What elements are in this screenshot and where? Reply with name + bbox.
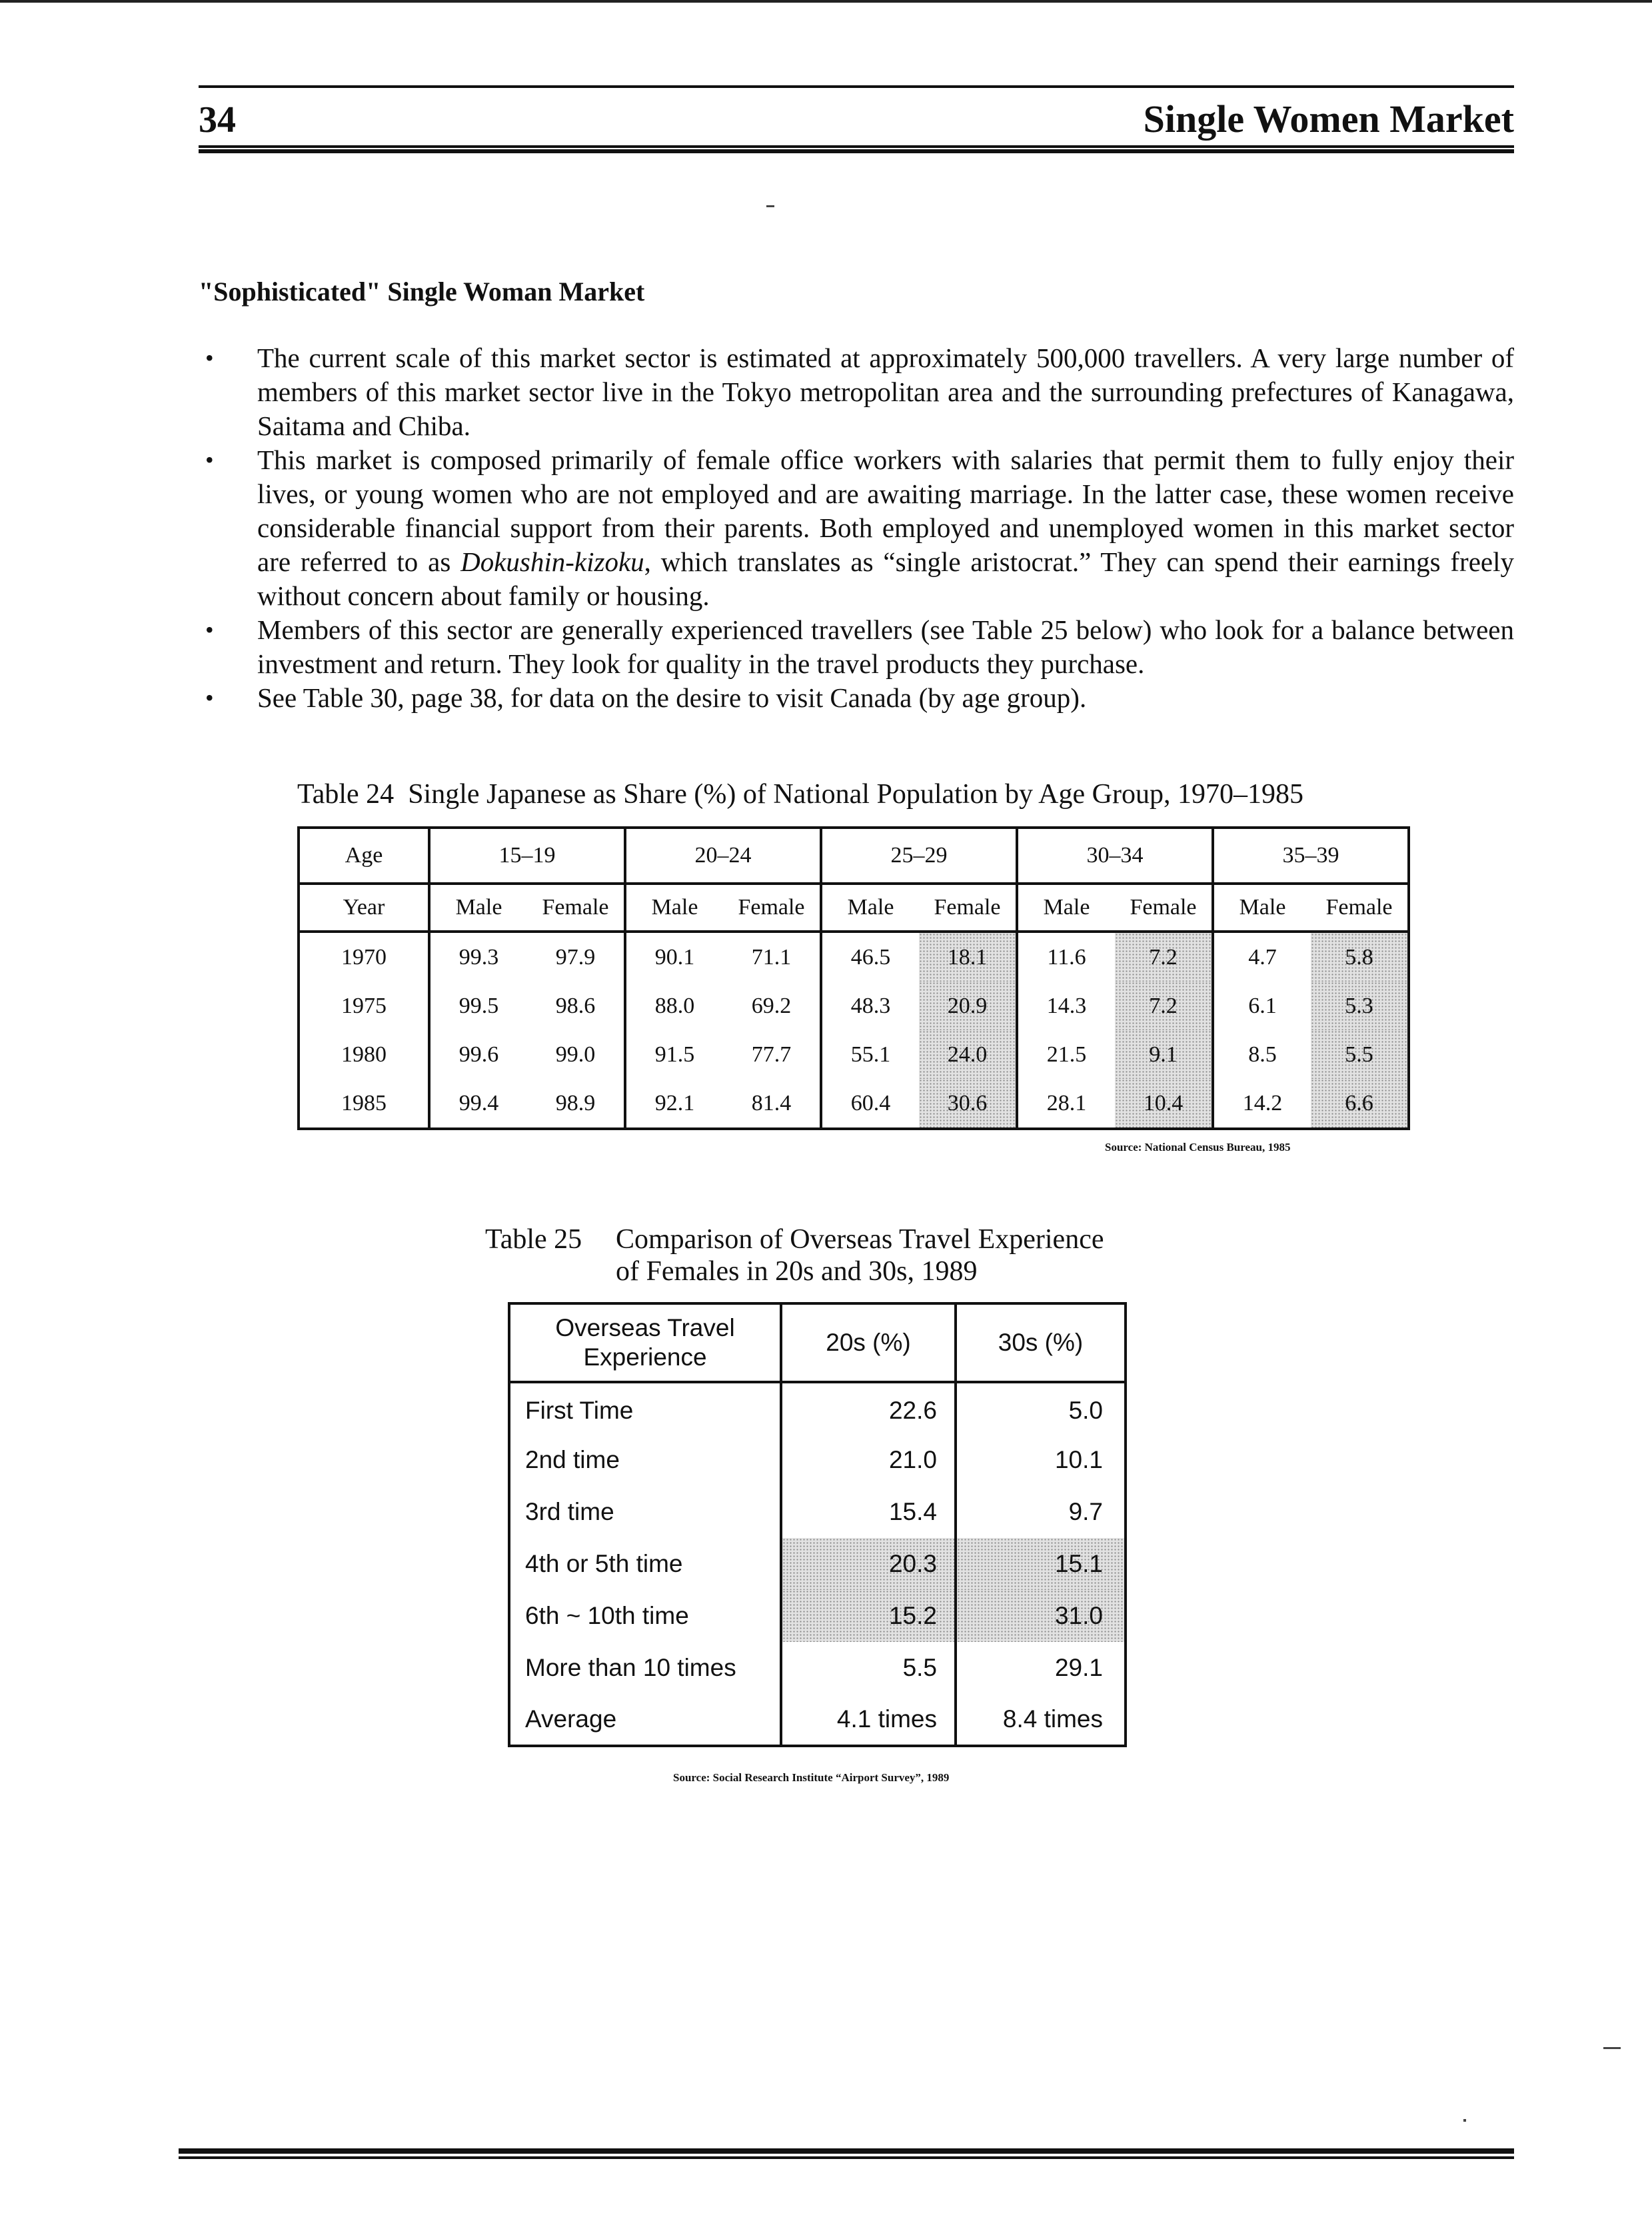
male-value-cell: 91.5 bbox=[625, 1030, 723, 1079]
female-value-cell: 99.0 bbox=[555, 1042, 596, 1067]
male-header: Male bbox=[1213, 884, 1311, 932]
table25-row bbox=[509, 1642, 1126, 1694]
female-value-cell: 30.6 bbox=[919, 1079, 1017, 1129]
value-20s-cell: 20.3 bbox=[781, 1538, 956, 1590]
year-label: Year bbox=[299, 884, 429, 932]
page-number: 34 bbox=[199, 99, 236, 141]
male-value-cell: 88.0 bbox=[625, 982, 723, 1030]
female-header: Female bbox=[1311, 884, 1409, 932]
male-value-cell: 55.1 bbox=[821, 1030, 919, 1079]
header-rule-bottom bbox=[199, 145, 1514, 153]
table24-caption-text: Single Japanese as Share (%) of National Population by Age Group, 1970–1985 bbox=[408, 779, 1303, 810]
female-value-cell: 98.9 bbox=[527, 1079, 625, 1129]
male-header: Male bbox=[625, 884, 723, 932]
age-group-header: 25–29 bbox=[821, 828, 1017, 884]
year-cell: 1975 bbox=[299, 982, 429, 1030]
age-group-header: 30–34 bbox=[1017, 828, 1213, 884]
table25-source: Source: Social Research Institute “Airport Survey”, 1989 bbox=[673, 1771, 950, 1784]
female-header: Female bbox=[723, 884, 821, 932]
male-header: Male bbox=[429, 884, 527, 932]
female-value-cell: 7.2 bbox=[1115, 982, 1213, 1030]
female-value-cell: 24.0 bbox=[919, 1030, 1017, 1079]
bullet-dot: • bbox=[205, 684, 214, 711]
bullet-emphasis: Dokushin-kizoku bbox=[460, 546, 644, 577]
table25-header-row bbox=[509, 1303, 1126, 1382]
value-30s-cell: 10.1 bbox=[956, 1434, 1126, 1486]
table24-caption-label: Table 24 bbox=[297, 779, 395, 810]
age-group-header: 35–39 bbox=[1213, 828, 1409, 884]
experience-cell: 4th or 5th time bbox=[509, 1538, 781, 1590]
page-header bbox=[199, 92, 1514, 139]
male-value-cell: 6.1 bbox=[1213, 982, 1311, 1030]
table25-row bbox=[509, 1434, 1126, 1486]
table25-row bbox=[509, 1590, 1126, 1642]
value-20s-cell: 5.5 bbox=[781, 1642, 956, 1694]
table24 bbox=[297, 826, 1410, 1130]
male-value-cell: 21.5 bbox=[1017, 1030, 1115, 1079]
value-20s-cell: 4.1 times bbox=[781, 1694, 956, 1746]
value-30s-cell: 5.0 bbox=[956, 1382, 1126, 1434]
female-header: Female bbox=[1115, 884, 1213, 932]
male-value-cell: 14.2 bbox=[1213, 1079, 1311, 1129]
section-heading: "Sophisticated" Single Woman Market bbox=[199, 277, 645, 307]
value-20s-cell: 22.6 bbox=[781, 1382, 956, 1434]
male-value-cell: 99.4 bbox=[429, 1079, 527, 1129]
table24-source: Source: National Census Bureau, 1985 bbox=[1105, 1141, 1291, 1153]
bullet-text: See Table 30, page 38, for data on the desire to visit Canada (by age group). bbox=[257, 682, 1087, 713]
female-value-cell: 9.1 bbox=[1115, 1030, 1213, 1079]
table25-caption bbox=[485, 1223, 1104, 1287]
table25-caption-line1: Comparison of Overseas Travel Experience bbox=[616, 1224, 1104, 1255]
female-value-cell: 69.2 bbox=[751, 993, 792, 1018]
header-rule-top bbox=[199, 85, 1514, 88]
footer-rule bbox=[179, 2148, 1514, 2159]
table25-caption-line2: of Females in 20s and 30s, 1989 bbox=[616, 1256, 978, 1287]
value-20s-cell: 15.4 bbox=[781, 1486, 956, 1538]
bullet-dot: • bbox=[205, 345, 214, 371]
year-cell: 1970 bbox=[299, 932, 429, 982]
male-header: Male bbox=[1017, 884, 1115, 932]
male-value-cell: 28.1 bbox=[1017, 1079, 1115, 1129]
table25-col-20s: 20s (%) bbox=[781, 1303, 956, 1382]
page-top-edge bbox=[0, 0, 1652, 3]
value-30s-cell: 29.1 bbox=[956, 1642, 1126, 1694]
female-value-cell: 7.2 bbox=[1115, 932, 1213, 982]
scan-speck bbox=[1603, 2047, 1621, 2049]
female-header: Female bbox=[919, 884, 1017, 932]
bullet-text: The current scale of this market sector is estimated at approximately 500,000 travellers. A very large number of members of this market sector live in the Tokyo metropolitan area and the surrounding prefectures of Kanagawa, Saitama and Chiba. bbox=[257, 343, 1514, 441]
male-value-cell: 14.3 bbox=[1017, 982, 1115, 1030]
male-value-cell: 99.5 bbox=[429, 982, 527, 1030]
female-value-cell: 98.6 bbox=[555, 993, 596, 1018]
value-30s-cell: 15.1 bbox=[956, 1538, 1126, 1590]
bullet-item bbox=[199, 443, 1514, 613]
bullet-item bbox=[199, 341, 1514, 443]
bullet-list bbox=[199, 341, 1514, 715]
experience-cell: First Time bbox=[509, 1382, 781, 1434]
bullet-item bbox=[199, 681, 1514, 715]
year-cell: 1985 bbox=[299, 1079, 429, 1129]
male-value-cell: 99.6 bbox=[429, 1030, 527, 1079]
age-label: Age bbox=[299, 828, 429, 884]
year-cell: 1980 bbox=[299, 1030, 429, 1079]
table25-col-experience-line1: Overseas Travel bbox=[555, 1314, 735, 1341]
value-30s-cell: 9.7 bbox=[956, 1486, 1126, 1538]
female-value-cell: 5.8 bbox=[1311, 932, 1409, 982]
table25-row bbox=[509, 1382, 1126, 1434]
experience-cell: 2nd time bbox=[509, 1434, 781, 1486]
female-value-cell: 18.1 bbox=[919, 932, 1017, 982]
value-30s-cell: 31.0 bbox=[956, 1590, 1126, 1642]
running-title: Single Women Market bbox=[1143, 97, 1514, 141]
table24-row bbox=[299, 1079, 1409, 1129]
male-header: Male bbox=[821, 884, 919, 932]
table25-row bbox=[509, 1538, 1126, 1590]
female-value-cell: 77.7 bbox=[751, 1042, 792, 1067]
female-value-cell: 10.4 bbox=[1115, 1079, 1213, 1129]
bullet-dot: • bbox=[205, 446, 214, 473]
male-value-cell: 90.1 bbox=[625, 932, 723, 982]
male-value-cell: 99.3 bbox=[429, 932, 527, 982]
table25-col-experience-line2: Experience bbox=[583, 1343, 707, 1371]
value-20s-cell: 21.0 bbox=[781, 1434, 956, 1486]
female-value-cell: 71.1 bbox=[751, 944, 792, 970]
table24-sex-header-row bbox=[299, 884, 1409, 932]
age-group-header: 20–24 bbox=[625, 828, 821, 884]
value-20s-cell: 15.2 bbox=[781, 1590, 956, 1642]
table24-age-header-row bbox=[299, 828, 1409, 884]
experience-cell: 6th ~ 10th time bbox=[509, 1590, 781, 1642]
table24-row bbox=[299, 982, 1409, 1030]
male-value-cell: 11.6 bbox=[1017, 932, 1115, 982]
experience-cell: 3rd time bbox=[509, 1486, 781, 1538]
male-value-cell: 46.5 bbox=[821, 932, 919, 982]
female-value-cell: 20.9 bbox=[919, 982, 1017, 1030]
table24-caption bbox=[297, 778, 1303, 810]
table25-col-30s: 30s (%) bbox=[956, 1303, 1126, 1382]
table25-row bbox=[509, 1486, 1126, 1538]
male-value-cell: 8.5 bbox=[1213, 1030, 1311, 1079]
bullet-text: , which translates as “single aristocrat.” They can spend their earnings freely without concern about family or housing. bbox=[257, 546, 1514, 611]
female-header: Female bbox=[527, 884, 625, 932]
female-value-cell: 81.4 bbox=[723, 1079, 821, 1129]
table24-row bbox=[299, 1030, 1409, 1079]
bullet-text: This market is composed primarily of female office workers with salaries that permit them to fully enjoy their lives, or young women who are not employed and are awaiting marriage. In the latter case, these women receive considerable financial support from their parents. Both employed and unemployed women in this market sector are referred to as bbox=[257, 444, 1514, 577]
bullet-item bbox=[199, 613, 1514, 681]
male-value-cell: 92.1 bbox=[625, 1079, 723, 1129]
female-value-cell: 5.5 bbox=[1311, 1030, 1409, 1079]
female-value-cell: 97.9 bbox=[555, 944, 596, 970]
table25 bbox=[508, 1302, 1127, 1747]
scan-speck bbox=[1463, 2119, 1466, 2122]
female-value-cell: 6.6 bbox=[1311, 1079, 1409, 1129]
value-30s-cell: 8.4 times bbox=[956, 1694, 1126, 1746]
male-value-cell: 60.4 bbox=[821, 1079, 919, 1129]
experience-cell: More than 10 times bbox=[509, 1642, 781, 1694]
male-value-cell: 4.7 bbox=[1213, 932, 1311, 982]
female-value-cell: 5.3 bbox=[1311, 982, 1409, 1030]
bullet-dot: • bbox=[205, 616, 214, 643]
experience-cell: Average bbox=[509, 1694, 781, 1746]
age-group-header: 15–19 bbox=[429, 828, 625, 884]
table25-row bbox=[509, 1694, 1126, 1746]
table25-col-experience bbox=[509, 1303, 781, 1382]
scan-speck bbox=[766, 205, 774, 207]
table25-caption-label: Table 25 bbox=[485, 1224, 582, 1255]
table24-row bbox=[299, 932, 1409, 982]
bullet-text: Members of this sector are generally experienced travellers (see Table 25 below) who look for a balance between investment and return. They look for quality in the travel products they purchase. bbox=[257, 614, 1514, 679]
male-value-cell: 48.3 bbox=[821, 982, 919, 1030]
